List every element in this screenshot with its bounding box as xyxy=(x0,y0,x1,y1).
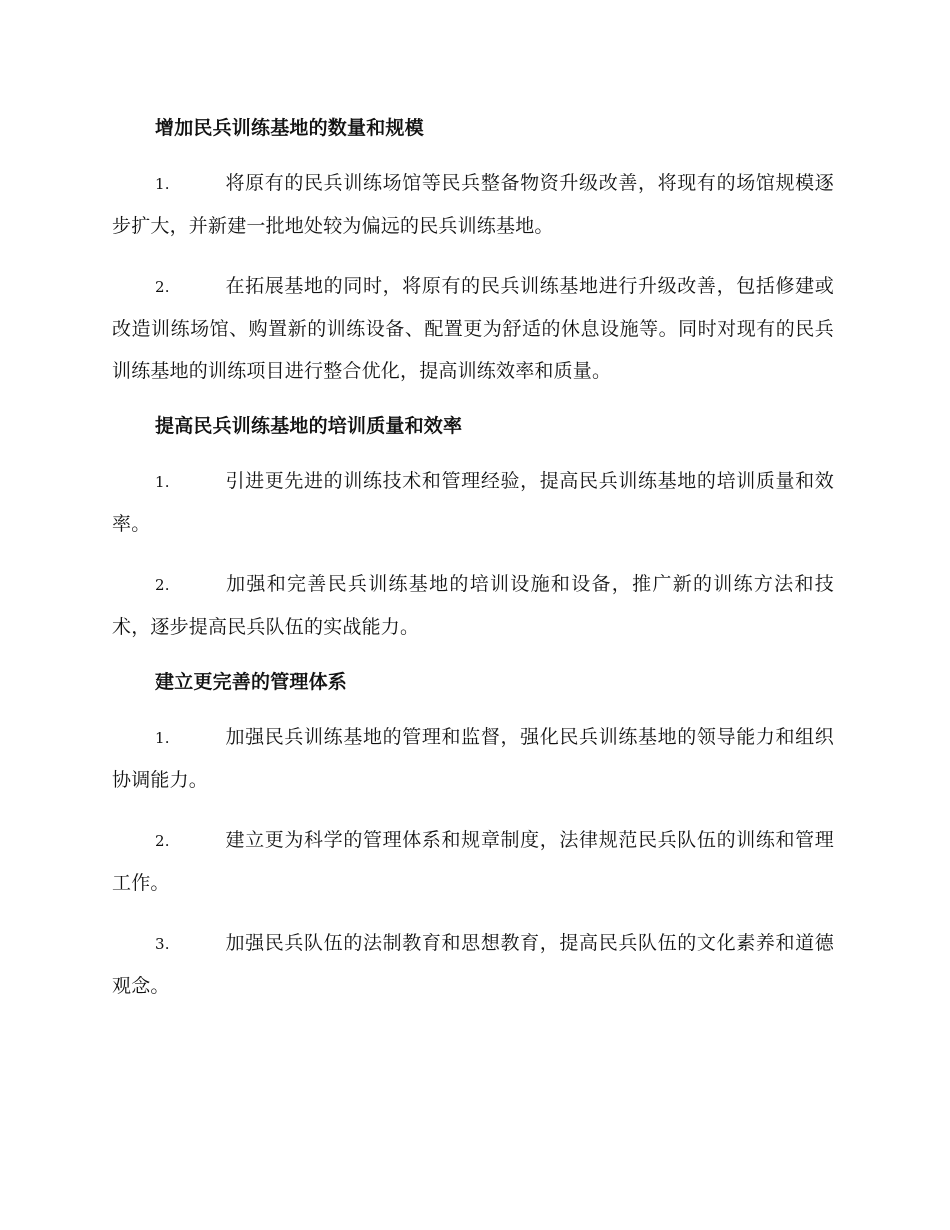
item-number: 1. xyxy=(155,175,170,193)
section-heading: 建立更完善的管理体系 xyxy=(155,671,348,693)
item-text: 在拓展基地的同时，将原有的民兵训练基地进行升级改善，包括修建或改造训练场馆、购置新的训练设备、配置更为舒适的休息设施等。同时对现有的民兵训练基地的训练项目进行整合优化，提高训练效率和质量。 xyxy=(112,275,834,382)
document-page xyxy=(112,112,834,1025)
list-item xyxy=(112,265,834,392)
list-item xyxy=(112,716,834,801)
section-expand-bases xyxy=(112,112,834,392)
item-number: 2. xyxy=(155,576,170,594)
section-heading: 提高民兵训练基地的培训质量和效率 xyxy=(155,415,463,437)
section-heading: 增加民兵训练基地的数量和规模 xyxy=(155,117,424,139)
item-number: 1. xyxy=(155,473,170,491)
item-text: 建立更为科学的管理体系和规章制度，法律规范民兵队伍的训练和管理工作。 xyxy=(112,829,834,894)
item-number: 1. xyxy=(155,729,170,747)
item-text: 引进更先进的训练技术和管理经验，提高民兵训练基地的培训质量和效率。 xyxy=(112,470,834,535)
item-text: 加强民兵队伍的法制教育和思想教育，提高民兵队伍的文化素养和道德观念。 xyxy=(112,932,834,997)
list-item xyxy=(112,922,834,1007)
item-text: 加强和完善民兵训练基地的培训设施和设备，推广新的训练方法和技术，逐步提高民兵队伍的实战能力。 xyxy=(112,573,834,638)
item-text: 将原有的民兵训练场馆等民兵整备物资升级改善，将现有的场馆规模逐步扩大，并新建一批地处较为偏远的民兵训练基地。 xyxy=(112,172,834,237)
item-number: 3. xyxy=(155,935,170,953)
section-management-system xyxy=(112,666,834,1007)
item-text: 加强民兵训练基地的管理和监督，强化民兵训练基地的领导能力和组织协调能力。 xyxy=(112,726,834,791)
section-training-quality xyxy=(112,410,834,648)
list-item xyxy=(112,460,834,545)
list-item xyxy=(112,563,834,648)
item-number: 2. xyxy=(155,832,170,850)
list-item xyxy=(112,162,834,247)
item-number: 2. xyxy=(155,278,170,296)
list-item xyxy=(112,819,834,904)
